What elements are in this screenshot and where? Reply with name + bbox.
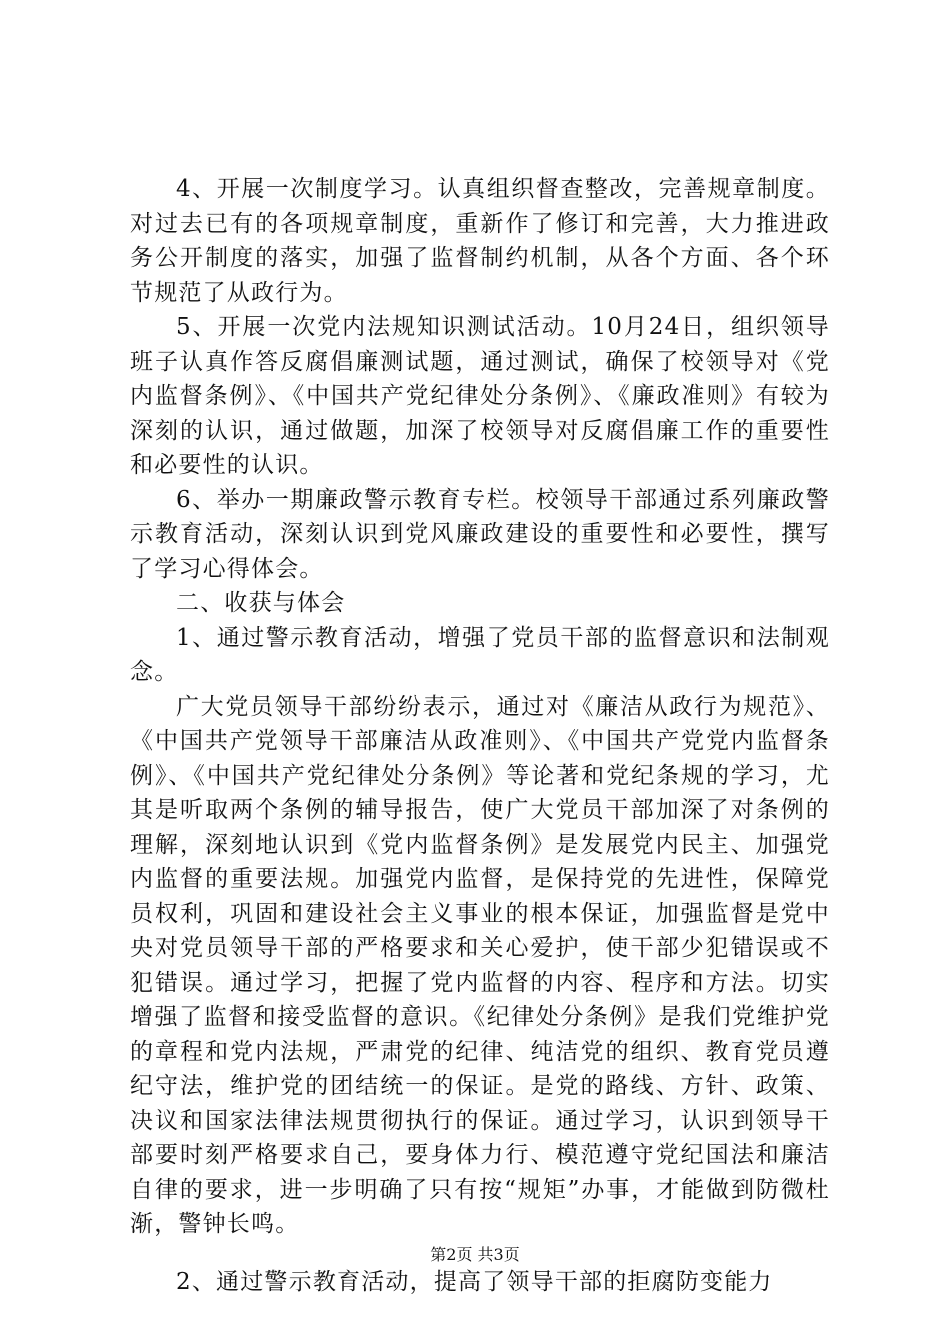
- paragraph-item-6: 6、举办一期廉政警示教育专栏。校领导干部通过系列廉政警示教育活动，深刻认识到党风廉政建设的重要性和必要性，撰写了学习心得体会。: [130, 486, 830, 582]
- page-footer: 第2页 共3页: [430, 1245, 520, 1264]
- section-heading: 二、收获与体会: [176, 590, 346, 616]
- paragraph-gain-1: 1、通过警示教育活动，增强了党员干部的监督意识和法制观念。: [130, 624, 830, 685]
- paragraph-gain-1-detail: 广大党员领导干部纷纷表示，通过对《廉洁从政行为规范》、《中国共产党领导干部廉洁从政准则》、《中国共产党党内监督条例》、《中国共产党纪律处分条例》等论著和党纪条规的学习，尤其是听取两个条例的辅导报告，使广大党员干部加深了对条例的理解，深刻地认识到《党内监督条例》是发展党内民主、加强党内监督的重要法规。加强党内监督，是保持党的先进性，保障党员权利，巩固和建设社会主义事业的根本保证，加强监督是党中央对党员领导干部的严格要求和关心爱护，使干部少犯错误或不犯错误。通过学习，把握了党内监督的内容、程序和方法。切实增强了监督和接受监督的意识。《纪律处分条例》是我们党维护党的章程和党内法规，严肃党的纪律、纯洁党的组织、教育党员遵纪守法，维护党的团结统一的保证。是党的路线、方针、政策、决议和国家法律法规贯彻执行的保证。通过学习，认识到领导干部要时刻严格要求自己，要身体力行、模范遵守党纪国法和廉洁自律的要求，进一步明确了只有按“规矩”办事，才能做到防微杜渐，警钟长鸣。: [130, 693, 830, 1237]
- document-body: [130, 172, 830, 1299]
- paragraph-gain-2: 2、通过警示教育活动，提高了领导干部的拒腐防变能力: [176, 1268, 773, 1295]
- paragraph-item-5: 5、开展一次党内法规知识测试活动。10月24日，组织领导班子认真作答反腐倡廉测试题，通过测试，确保了校领导对《党内监督条例》、《中国共产党纪律处分条例》、《廉政准则》有较为深刻的认识，通过做题，加深了校领导对反腐倡廉工作的重要性和必要性的认识。: [130, 314, 830, 478]
- paragraph-item-4: 4、开展一次制度学习。认真组织督查整改，完善规章制度。对过去已有的各项规章制度，重新作了修订和完善，大力推进政务公开制度的落实，加强了监督制约机制，从各个方面、各个环节规范了从政行为。: [130, 176, 830, 306]
